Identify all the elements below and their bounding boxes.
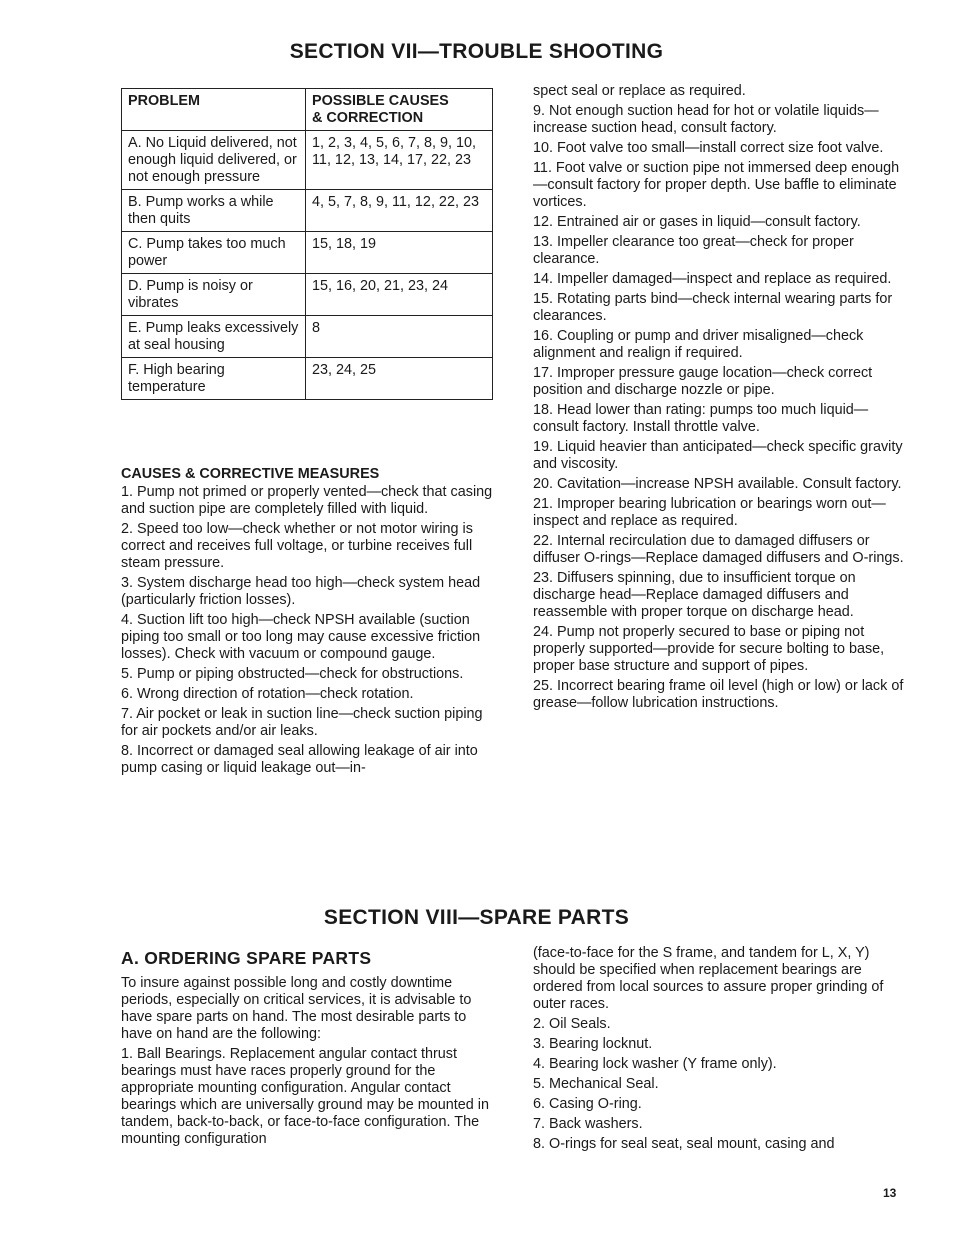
cause-item: 4. Suction lift too high—check NPSH available (suction piping too small or too long may cause excessive friction losses). Check with vacuum or compound gauge.	[121, 612, 481, 662]
causes-cell: 15, 16, 20, 21, 23, 24	[306, 274, 493, 316]
spare-part-item: 7. Back washers.	[533, 1116, 643, 1132]
table-row	[122, 131, 493, 190]
causes-left-column	[121, 466, 496, 780]
cause-item: 23. Diffusers spinning, due to insufficient torque on discharge head—Replace damaged diffusers and reassemble with proper torque on discharge head.	[533, 570, 856, 620]
table-row	[122, 232, 493, 274]
problem-cell: D. Pump is noisy or vibrates	[122, 274, 306, 316]
spare-part-item: 1. Ball Bearings. Replacement angular contact thrust bearings must have races properly ground for the appropriate mounting configuration. Angular contact bearings which are universally ground may be mounted in tandem, back-to-back, or face-to-face configuration. The mounting configuration	[121, 1046, 489, 1147]
spare-part-item: 3. Bearing locknut.	[533, 1036, 653, 1052]
problem-cell: E. Pump leaks excessively at seal housing	[122, 316, 306, 358]
causes-cell: 1, 2, 3, 4, 5, 6, 7, 8, 9, 10, 11, 12, 13, 14, 17, 22, 23	[306, 131, 493, 190]
cause-item: 16. Coupling or pump and driver misaligned—check alignment and realign if required.	[533, 328, 864, 361]
cause-item: 25. Incorrect bearing frame oil level (high or low) or lack of grease—follow lubrication instructions.	[533, 678, 904, 711]
spare-part-item: (face-to-face for the S frame, and tandem for L, X, Y) should be specified when replacement bearings are ordered from local sources to assure proper grinding of outer races.	[533, 945, 884, 1012]
cause-item: spect seal or replace as required.	[533, 83, 746, 99]
cause-item: 8. Incorrect or damaged seal allowing leakage of air into pump casing or liquid leakage out—in-	[121, 743, 478, 776]
table-row	[122, 274, 493, 316]
cause-item: 6. Wrong direction of rotation—check rotation.	[121, 686, 414, 702]
trouble-table	[121, 88, 493, 400]
table-row	[122, 190, 493, 232]
section-7-title: SECTION VII—TROUBLE SHOOTING	[289, 40, 664, 63]
cause-item: 21. Improper bearing lubrication or bearings worn out—inspect and replace as required.	[533, 496, 886, 529]
spare-part-item: 6. Casing O-ring.	[533, 1096, 642, 1112]
cause-item: 20. Cavitation—increase NPSH available. Consult factory.	[533, 476, 902, 492]
spare-parts-right-column	[533, 945, 906, 1156]
problem-cell: C. Pump takes too much power	[122, 232, 306, 274]
spare-part-item: 5. Mechanical Seal.	[533, 1076, 659, 1092]
spare-part-item: 8. O-rings for seal seat, seal mount, casing and	[533, 1136, 835, 1152]
cause-item: 15. Rotating parts bind—check internal wearing parts for clearances.	[533, 291, 893, 324]
causes-cell: 15, 18, 19	[306, 232, 493, 274]
ordering-spare-parts-heading: A. ORDERING SPARE PARTS	[121, 948, 372, 968]
cause-item: 10. Foot valve too small—install correct size foot valve.	[533, 140, 884, 156]
causes-cell: 8	[306, 316, 493, 358]
table-header-row	[122, 89, 493, 131]
cause-item: 19. Liquid heavier than anticipated—check specific gravity and viscosity.	[533, 439, 903, 472]
cause-item: 22. Internal recirculation due to damaged diffusers or diffuser O-rings—Replace damaged diffusers and O-rings.	[533, 533, 904, 566]
header-causes: POSSIBLE CAUSES & CORRECTION	[306, 89, 493, 131]
cause-item: 3. System discharge head too high—check system head (particularly friction losses).	[121, 575, 481, 608]
causes-heading: CAUSES & CORRECTIVE MEASURES	[121, 466, 380, 482]
causes-right-column	[533, 83, 906, 715]
cause-item: 9. Not enough suction head for hot or volatile liquids—increase suction head, consult factory.	[533, 103, 879, 136]
cause-item: 13. Impeller clearance too great—check for proper clearance.	[533, 234, 854, 267]
cause-item: 11. Foot valve or suction pipe not immersed deep enough—consult factory for proper depth. Use baffle to eliminate vortices.	[533, 160, 900, 210]
causes-cell: 23, 24, 25	[306, 358, 493, 400]
page-number: 13	[883, 1186, 897, 1200]
cause-item: 18. Head lower than rating: pumps too much liquid—consult factory. Install throttle valve.	[533, 402, 869, 435]
problem-cell: B. Pump works a while then quits	[122, 190, 306, 232]
spare-parts-left-column	[121, 948, 496, 1151]
causes-cell: 4, 5, 7, 8, 9, 11, 12, 22, 23	[306, 190, 493, 232]
cause-item: 2. Speed too low—check whether or not motor wiring is correct and receives full voltage, or turbine receives full steam pressure.	[121, 521, 473, 571]
spare-part-item: 4. Bearing lock washer (Y frame only).	[533, 1056, 777, 1072]
table-row	[122, 358, 493, 400]
cause-item: 5. Pump or piping obstructed—check for obstructions.	[121, 666, 464, 682]
cause-item: 24. Pump not properly secured to base or piping not properly supported—provide for secure bolting to base, proper base structure and support of pipes.	[533, 624, 885, 674]
section-8-title: SECTION VIII—SPARE PARTS	[323, 906, 630, 929]
spare-part-item: 2. Oil Seals.	[533, 1016, 611, 1032]
problem-cell: F. High bearing temperature	[122, 358, 306, 400]
header-problem: PROBLEM	[122, 89, 306, 131]
cause-item: 7. Air pocket or leak in suction line—check suction piping for air pockets and/or air leaks.	[121, 706, 483, 739]
cause-item: 17. Improper pressure gauge location—check correct position and discharge nozzle or pipe.	[533, 365, 873, 398]
cause-item: 1. Pump not primed or properly vented—check that casing and suction pipe are completely filled with liquid.	[121, 484, 493, 517]
table-row	[122, 316, 493, 358]
problem-cell: A. No Liquid delivered, not enough liquid delivered, or not enough pressure	[122, 131, 306, 190]
cause-item: 12. Entrained air or gases in liquid—consult factory.	[533, 214, 861, 230]
spare-parts-intro: To insure against possible long and costly downtime periods, especially on critical services, it is advisable to have spare parts on hand. The most desirable parts to have on hand are the following:	[121, 975, 472, 1042]
cause-item: 14. Impeller damaged—inspect and replace as required.	[533, 271, 892, 287]
